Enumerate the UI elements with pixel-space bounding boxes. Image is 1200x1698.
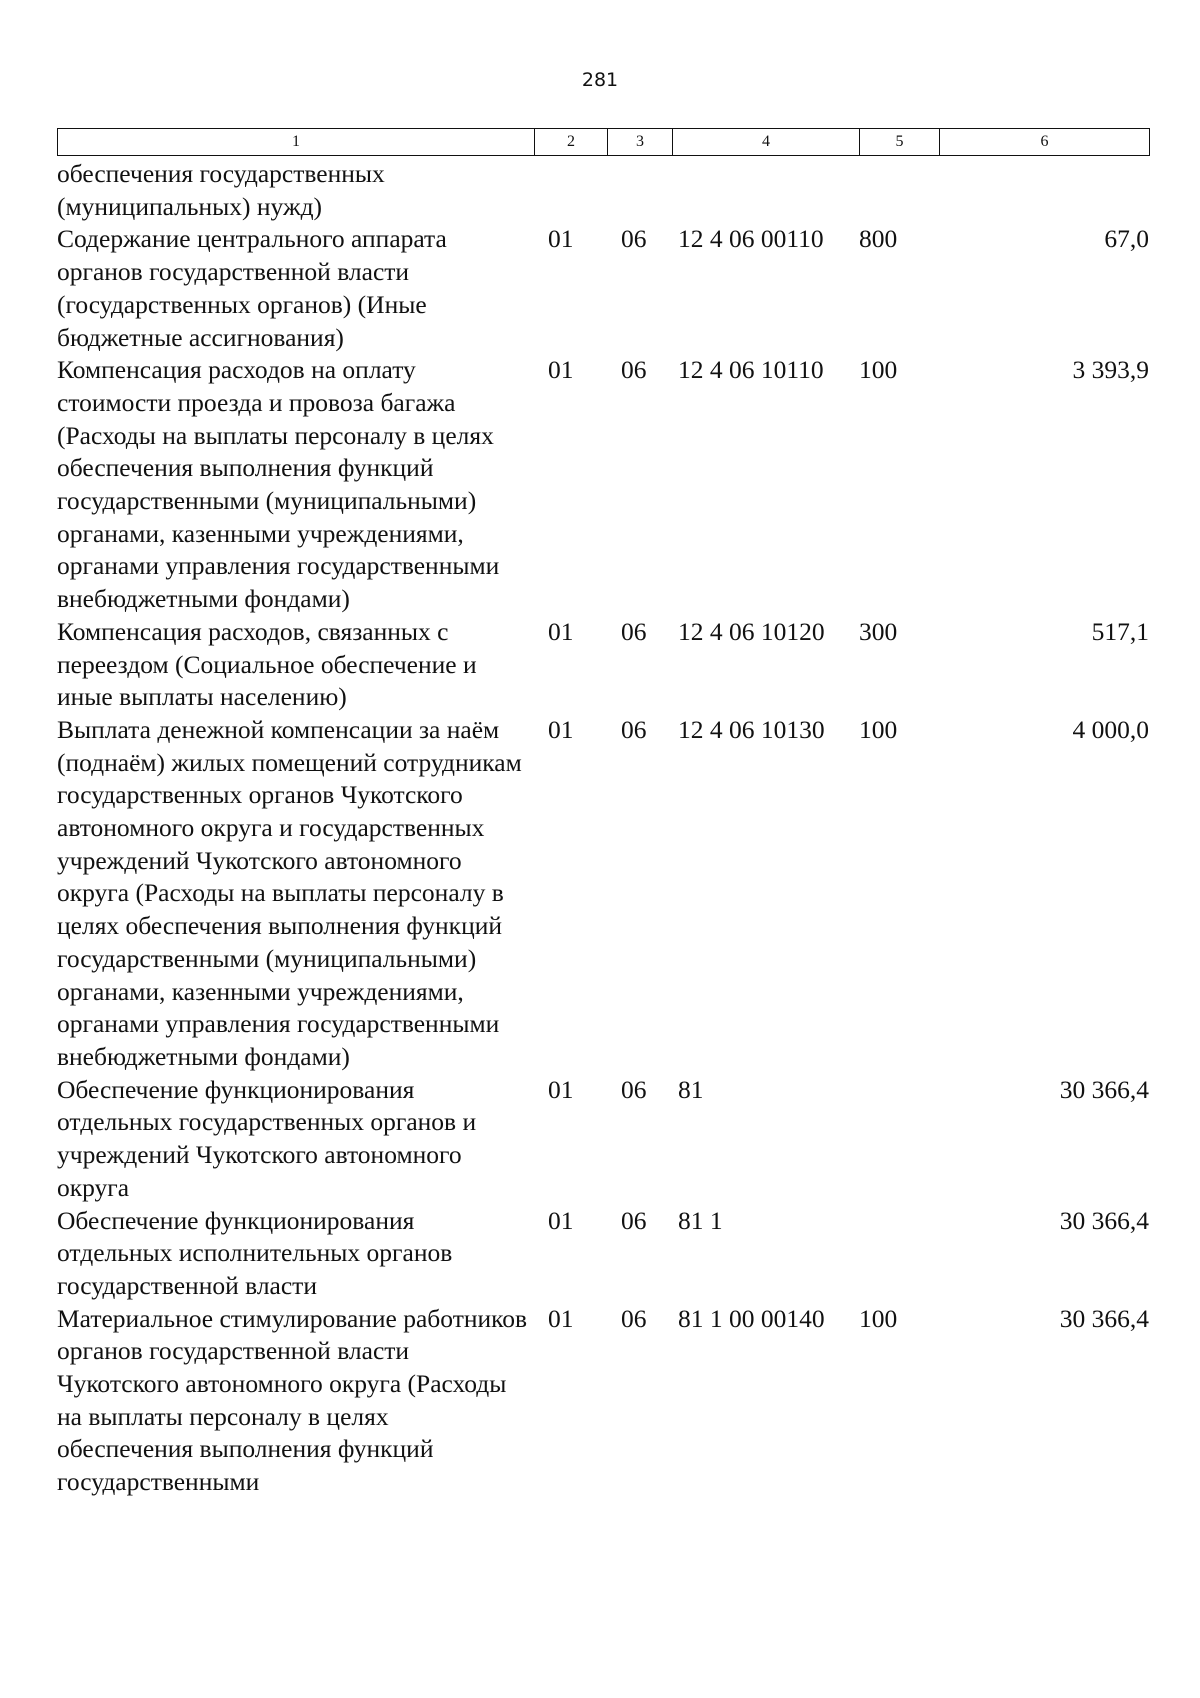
- row-target-code: [672, 158, 859, 223]
- row-description: Обеспечение функционирования отдельных государственных органов и учреждений Чукотского автономного округа: [57, 1074, 477, 1202]
- row-description: Материальное стимулирование работников органов государственной власти Чукотского автономного округа (Расходы на выплаты персоналу в целях обеспечения выполнения функций государственными: [57, 1303, 528, 1497]
- row-section-code: 01: [548, 1205, 574, 1235]
- row-subsection-code: 06: [621, 1303, 647, 1333]
- row-expense-type: 100: [859, 714, 898, 744]
- row-description: Компенсация расходов на оплату стоимости проезда и провоза багажа (Расходы на выплаты персоналу в целях обеспечения выполнения функций государственными (муниципальными) органами, казенными учреждениями, органами управления государственными внебюджетными фондами): [57, 355, 500, 614]
- row-target-code: 81 1 00 00140: [678, 1303, 825, 1333]
- row-section-code: 01: [548, 355, 574, 385]
- header-col-2: 2: [535, 129, 608, 156]
- table-row: [57, 158, 1149, 223]
- row-subsection-code: 06: [621, 1074, 647, 1104]
- header-col-5: 5: [860, 129, 940, 156]
- row-expense-type: [859, 1074, 939, 1205]
- row-subsection-code: 06: [621, 1205, 647, 1235]
- table-row: [57, 223, 1149, 354]
- row-expense-type: [859, 1205, 939, 1303]
- row-amount: 4 000,0: [1072, 714, 1149, 744]
- row-subsection-code: 06: [621, 714, 647, 744]
- header-col-6: 6: [940, 129, 1150, 156]
- row-expense-type: 300: [859, 616, 898, 646]
- row-description: Обеспечение функционирования отдельных исполнительных органов государственной власти: [57, 1205, 453, 1300]
- row-amount: 30 366,4: [1059, 1074, 1149, 1104]
- header-col-1: 1: [58, 129, 535, 156]
- table-row: [57, 616, 1149, 714]
- row-target-code: 81 1: [678, 1205, 723, 1235]
- row-target-code: 12 4 06 10130: [678, 714, 825, 744]
- row-amount: [939, 158, 1149, 223]
- table-row: [57, 1205, 1149, 1303]
- row-target-code: 81: [678, 1074, 704, 1104]
- row-section-code: 01: [548, 224, 574, 254]
- row-expense-type: 100: [859, 355, 898, 385]
- page-number: 281: [581, 69, 619, 91]
- row-section-code: [534, 158, 607, 223]
- row-expense-type: 800: [859, 224, 898, 254]
- header-col-3: 3: [608, 129, 673, 156]
- table-row: [57, 1074, 1149, 1205]
- row-target-code: 12 4 06 00110: [678, 224, 824, 254]
- row-section-code: 01: [548, 616, 574, 646]
- row-description: Выплата денежной компенсации за наём (поднаём) жилых помещений сотрудникам государственных органов Чукотского автономного округа и государственных учреждений Чукотского автономного округа (Расходы на выплаты персоналу в целях обеспечения выполнения функций государственными (муниципальными) органами, казенными учреждениями, органами управления государственными внебюджетными фондами): [57, 714, 522, 1071]
- row-section-code: 01: [548, 1074, 574, 1104]
- row-subsection-code: 06: [621, 616, 647, 646]
- table-row: [57, 354, 1149, 616]
- row-section-code: 01: [548, 1303, 574, 1333]
- row-target-code: 12 4 06 10120: [678, 616, 825, 646]
- row-subsection-code: 06: [621, 224, 647, 254]
- row-amount: 30 366,4: [1059, 1303, 1149, 1333]
- row-amount: 30 366,4: [1059, 1205, 1149, 1235]
- row-description: обеспечения государственных (муниципальных) нужд): [57, 159, 385, 221]
- row-amount: 3 393,9: [1072, 355, 1149, 385]
- row-amount: 67,0: [1104, 224, 1149, 254]
- table-row: [57, 714, 1149, 1074]
- row-description: Компенсация расходов, связанных с переездом (Социальное обеспечение и иные выплаты населению): [57, 616, 477, 712]
- row-subsection-code: [607, 158, 672, 223]
- table-row: [57, 1303, 1149, 1499]
- header-row: [58, 129, 1150, 156]
- row-expense-type: 100: [859, 1303, 898, 1333]
- row-expense-type: [859, 158, 939, 223]
- budget-table: [57, 158, 1149, 1499]
- row-section-code: 01: [548, 714, 574, 744]
- row-target-code: 12 4 06 10110: [678, 355, 824, 385]
- header-col-4: 4: [673, 129, 860, 156]
- table-header: [57, 128, 1150, 156]
- row-subsection-code: 06: [621, 355, 647, 385]
- row-description: Содержание центрального аппарата органов государственной власти (государственных органов) (Иные бюджетные ассигнования): [57, 224, 447, 352]
- row-amount: 517,1: [1091, 616, 1149, 646]
